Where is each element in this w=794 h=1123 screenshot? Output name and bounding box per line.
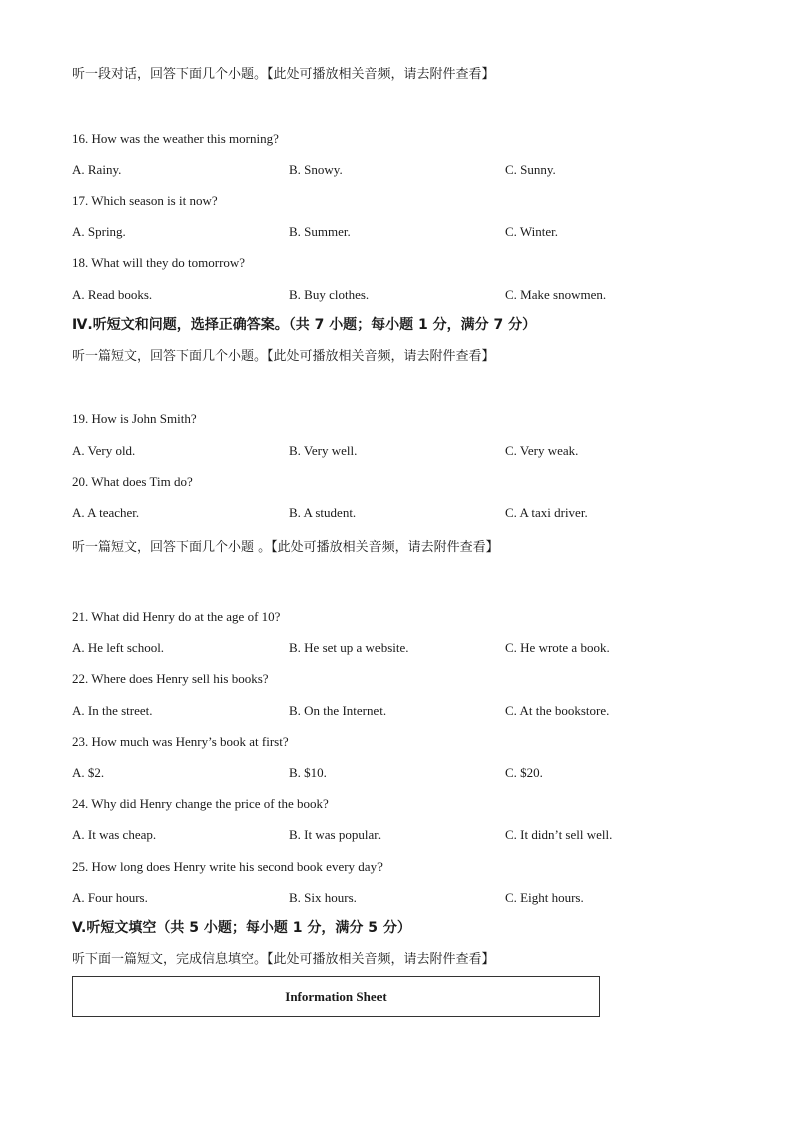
option-20-b: B. A student. — [289, 505, 357, 520]
section-5-heading: V.听短文填空（共 5 小题；每小题 1 分，满分 5 分） — [72, 920, 411, 936]
option-16-c: C. Sunny. — [505, 162, 556, 177]
options-16 — [0, 162, 794, 178]
question-21: 21. What did Henry do at the age of 10? — [72, 609, 281, 624]
option-24-b: B. It was popular. — [289, 827, 382, 842]
option-19-b: B. Very well. — [289, 443, 358, 458]
section-4-heading: Ⅳ.听短文和问题，选择正确答案。（共 7 小题；每小题 1 分，满分 7 分） — [72, 317, 537, 333]
question-17: 17. Which season is it now? — [72, 193, 218, 208]
option-24-a: A. It was cheap. — [72, 827, 157, 842]
information-sheet-title: Information Sheet — [285, 989, 387, 1004]
option-23-c: C. $20. — [505, 765, 543, 780]
question-19: 19. How is John Smith? — [72, 411, 197, 426]
option-16-b: B. Snowy. — [289, 162, 343, 177]
option-18-a: A. Read books. — [72, 287, 153, 302]
option-22-c: C. At the bookstore. — [505, 703, 610, 718]
options-22 — [0, 703, 794, 719]
intro-dialogue: 听一段对话，回答下面几个小题。【此处可播放相关音频，请去附件查看】 — [72, 67, 495, 82]
options-21 — [0, 640, 794, 656]
question-16: 16. How was the weather this morning? — [72, 131, 279, 146]
option-18-b: B. Buy clothes. — [289, 287, 370, 302]
information-sheet-box — [72, 976, 600, 1017]
question-22: 22. Where does Henry sell his books? — [72, 671, 269, 686]
question-23: 23. How much was Henry’s book at first? — [72, 734, 289, 749]
options-18 — [0, 287, 794, 303]
option-19-a: A. Very old. — [72, 443, 136, 458]
option-21-a: A. He left school. — [72, 640, 165, 655]
option-23-b: B. $10. — [289, 765, 327, 780]
intro-passage-1: 听一篇短文，回答下面几个小题。【此处可播放相关音频，请去附件查看】 — [72, 349, 495, 364]
option-24-c: C. It didn’t sell well. — [505, 827, 613, 842]
question-20: 20. What does Tim do? — [72, 474, 193, 489]
option-23-a: A. $2. — [72, 765, 105, 780]
options-24 — [0, 827, 794, 843]
option-25-b: B. Six hours. — [289, 890, 357, 905]
option-25-c: C. Eight hours. — [505, 890, 584, 905]
option-18-c: C. Make snowmen. — [505, 287, 607, 302]
option-17-c: C. Winter. — [505, 224, 559, 239]
options-25 — [0, 890, 794, 906]
option-17-b: B. Summer. — [289, 224, 351, 239]
option-20-c: C. A taxi driver. — [505, 505, 588, 520]
option-22-b: B. On the Internet. — [289, 703, 387, 718]
intro-passage-2: 听一篇短文，回答下面几个小题 。【此处可播放相关音频，请去附件查看】 — [72, 540, 499, 555]
option-19-c: C. Very weak. — [505, 443, 579, 458]
option-25-a: A. Four hours. — [72, 890, 148, 905]
question-18: 18. What will they do tomorrow? — [72, 255, 246, 270]
option-21-b: B. He set up a website. — [289, 640, 409, 655]
options-20 — [0, 505, 794, 521]
option-20-a: A. A teacher. — [72, 505, 140, 520]
option-16-a: A. Rainy. — [72, 162, 122, 177]
question-25: 25. How long does Henry write his second book every day? — [72, 859, 383, 874]
options-19 — [0, 443, 794, 459]
options-17 — [0, 224, 794, 240]
intro-fill-in: 听下面一篇短文，完成信息填空。【此处可播放相关音频，请去附件查看】 — [72, 952, 495, 967]
options-23 — [0, 765, 794, 781]
option-21-c: C. He wrote a book. — [505, 640, 610, 655]
option-17-a: A. Spring. — [72, 224, 126, 239]
option-22-a: A. In the street. — [72, 703, 153, 718]
question-24: 24. Why did Henry change the price of the book? — [72, 796, 329, 811]
